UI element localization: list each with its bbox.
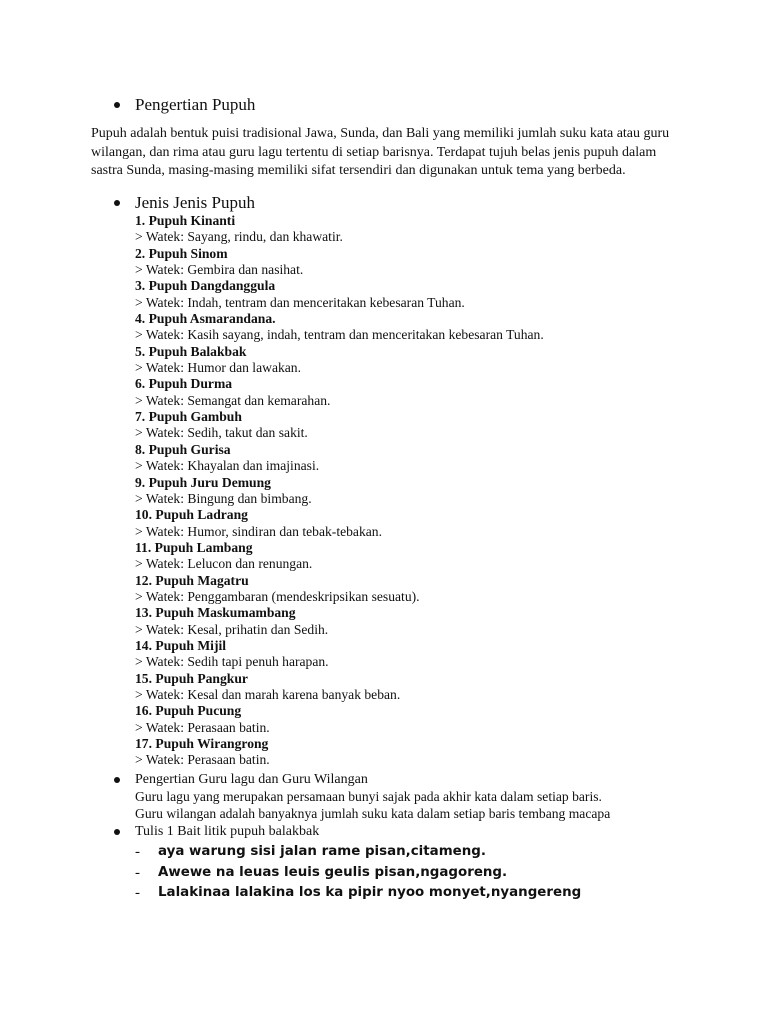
pupuh-item <box>135 246 695 279</box>
pupuh-watek: > Watek: Kesal, prihatin dan Sedih. <box>135 621 329 637</box>
pupuh-watek: > Watek: Khayalan dan imajinasi. <box>135 458 320 474</box>
pupuh-item <box>135 507 695 540</box>
pupuh-name: 15. Pupuh Pangkur <box>135 670 248 686</box>
pupuh-item <box>135 409 695 442</box>
pupuh-name: 16. Pupuh Pucung <box>135 703 242 719</box>
heading-text: Tulis 1 Bait litik pupuh balakbak <box>135 824 320 839</box>
pupuh-watek: > Watek: Semangat dan kemarahan. <box>135 392 331 408</box>
paragraph-line: Pupuh adalah bentuk puisi tradisional Jawa, Sunda, dan Bali yang memiliki jumlah suku kata atau guru <box>91 126 670 141</box>
pupuh-name: 13. Pupuh Maskumambang <box>135 605 296 621</box>
pupuh-watek: > Watek: Bingung dan bimbang. <box>135 490 312 506</box>
dash-marker: - <box>135 885 140 901</box>
pupuh-name: 1. Pupuh Kinanti <box>135 213 236 228</box>
pupuh-watek: > Watek: Gembira dan nasihat. <box>135 262 304 278</box>
pupuh-name: 17. Pupuh Wirangrong <box>135 736 269 751</box>
definition-line: Guru wilangan adalah banyaknya jumlah suku kata dalam setiap baris tembang macapa <box>135 805 611 821</box>
pupuh-item <box>135 638 695 671</box>
pupuh-watek: > Watek: Indah, tentram dan menceritakan kebesaran Tuhan. <box>135 294 465 310</box>
pupuh-watek: > Watek: Humor, sindiran dan tebak-tebakan. <box>135 523 382 539</box>
pupuh-watek: > Watek: Kasih sayang, indah, tentram dan menceritakan kebesaran Tuhan. <box>135 327 544 343</box>
bait-text: aya warung sisi jalan rame pisan,citameng. <box>158 844 486 859</box>
pupuh-item <box>135 278 695 311</box>
bullet-icon <box>114 829 120 835</box>
pupuh-name: 5. Pupuh Balakbak <box>135 343 247 359</box>
guru-lagu-definitions <box>135 789 610 822</box>
pupuh-watek: > Watek: Humor dan lawakan. <box>135 360 301 376</box>
pupuh-name: 14. Pupuh Mijil <box>135 637 227 653</box>
pupuh-name: 7. Pupuh Gambuh <box>135 409 242 425</box>
pupuh-item <box>135 376 695 409</box>
pupuh-item <box>135 605 695 638</box>
bait-text: Lalakinaa lalakina los ka pipir nyoo monyet,nyangereng <box>158 885 582 900</box>
pupuh-watek: > Watek: Perasaan batin. <box>135 719 270 735</box>
heading-text: Jenis Jenis Pupuh <box>135 193 255 212</box>
pupuh-item <box>135 442 695 475</box>
pupuh-watek: > Watek: Sedih tapi penuh harapan. <box>135 654 329 670</box>
pupuh-watek: > Watek: Sayang, rindu, dan khawatir. <box>135 229 343 245</box>
pupuh-name: 4. Pupuh Asmarandana. <box>135 311 276 327</box>
pupuh-item <box>135 736 695 769</box>
pupuh-item <box>135 213 695 246</box>
pupuh-name: 2. Pupuh Sinom <box>135 245 228 261</box>
pupuh-item <box>135 344 695 377</box>
pupuh-name: 12. Pupuh Magatru <box>135 572 249 588</box>
pupuh-item <box>135 540 695 573</box>
heading-text: Pengertian Guru lagu dan Guru Wilangan <box>135 772 368 787</box>
pupuh-item <box>135 573 695 606</box>
pupuh-watek: > Watek: Perasaan batin. <box>135 752 270 768</box>
pupuh-item <box>135 703 695 736</box>
pupuh-name: 6. Pupuh Durma <box>135 376 233 392</box>
pupuh-name: 9. Pupuh Juru Demung <box>135 474 271 490</box>
pupuh-name: 8. Pupuh Gurisa <box>135 441 231 457</box>
pupuh-list <box>135 213 695 769</box>
pupuh-item <box>135 671 695 704</box>
pupuh-watek: > Watek: Sedih, takut dan sakit. <box>135 425 308 441</box>
pupuh-watek: > Watek: Kesal dan marah karena banyak beban. <box>135 686 401 702</box>
bullet-icon <box>114 102 120 108</box>
pupuh-name: 11. Pupuh Lambang <box>135 539 253 555</box>
pupuh-name: 3. Pupuh Dangdanggula <box>135 278 276 294</box>
paragraph-line: wilangan, dan rima atau guru lagu tertentu di setiap barisnya. Terdapat tujuh belas jenis pupuh dalam <box>91 144 657 160</box>
bait-text: Awewe na leuas leuis geulis pisan,ngagoreng. <box>158 864 508 880</box>
pengertian-paragraph <box>91 125 691 181</box>
bullet-icon <box>114 200 120 206</box>
pupuh-watek: > Watek: Penggambaran (mendeskripsikan sesuatu). <box>135 588 420 604</box>
bullet-icon <box>114 777 120 783</box>
dash-marker: - <box>135 844 140 860</box>
dash-marker: - <box>135 864 140 881</box>
pupuh-item <box>135 475 695 508</box>
definition-line: Guru lagu yang merupakan persamaan bunyi sajak pada akhir kata dalam setiap baris. <box>135 789 602 804</box>
heading-text: Pengertian Pupuh <box>135 95 256 114</box>
pupuh-watek: > Watek: Lelucon dan renungan. <box>135 556 313 572</box>
pupuh-name: 10. Pupuh Ladrang <box>135 507 248 523</box>
paragraph-line: sastra Sunda, masing-masing memiliki sifat tersendiri dan digunakan untuk tema yang berbeda. <box>91 163 626 178</box>
pupuh-item <box>135 311 695 344</box>
